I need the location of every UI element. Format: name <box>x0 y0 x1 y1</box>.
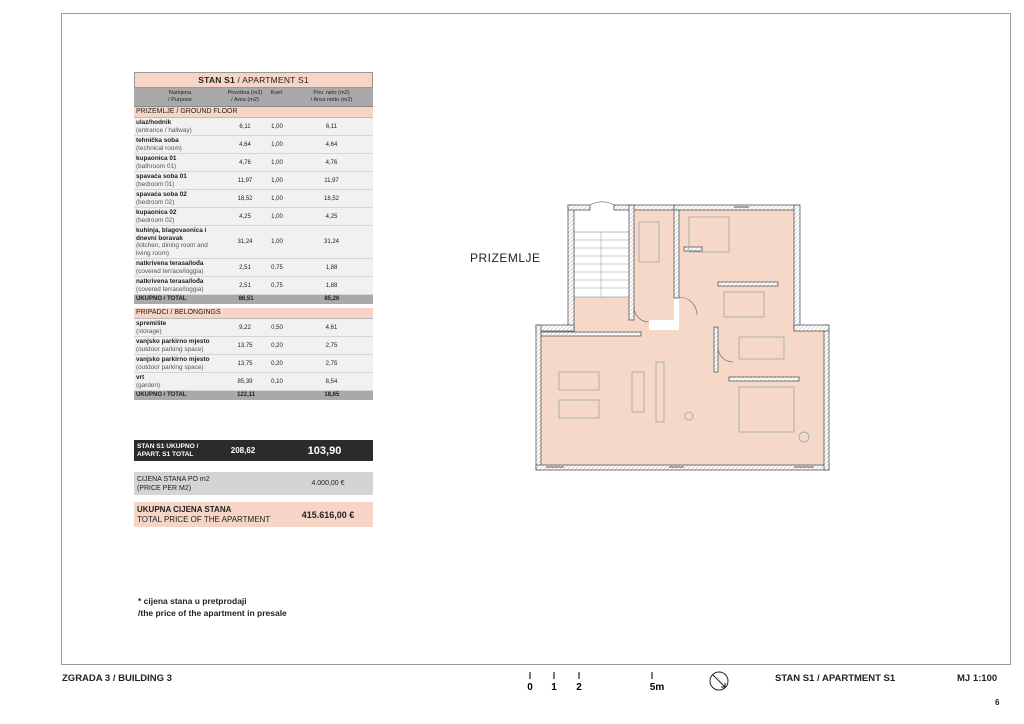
row-koef: 1,00 <box>271 177 283 184</box>
row-neto: 4,25 <box>325 213 338 220</box>
entrance-door <box>590 202 614 205</box>
row-area: 13,75 <box>237 342 253 349</box>
row-koef: 0,10 <box>271 378 283 385</box>
total-neto: 18,65 <box>324 392 340 398</box>
ground-rows <box>134 118 373 295</box>
row-koef: 0,75 <box>271 282 283 289</box>
row-purpose: vanjsko parkirno mjesto (outdoor parking space) <box>136 338 210 353</box>
total-label: UKUPNO / TOTAL <box>136 296 187 302</box>
col-purpose: Namjena / Purpose <box>168 90 192 103</box>
row-area: 2,51 <box>239 282 251 289</box>
apartment-total-bar <box>134 440 373 461</box>
table-row <box>134 154 373 172</box>
row-purpose: kupaonica 02 (bedroom 02) <box>136 209 177 224</box>
row-purpose: spavaća soba 01 (bedroom 01) <box>136 173 187 188</box>
total-price-label-en: TOTAL PRICE OF THE APARTMENT <box>137 514 271 524</box>
table-row <box>134 355 373 373</box>
grand-label-en: APART. S1 TOTAL <box>137 450 194 458</box>
total-label: UKUPNO / TOTAL <box>136 392 187 398</box>
scale-tick-0: 0 <box>527 682 533 693</box>
row-neto: 6,11 <box>325 123 338 130</box>
table-row <box>134 172 373 190</box>
scale-tick-5m: 5m <box>649 682 665 693</box>
grand-neto: 103,90 <box>307 444 342 457</box>
row-koef: 1,00 <box>271 239 283 245</box>
row-purpose: natkrivena terasa/lođa (covered terrace/loggia) <box>136 278 204 293</box>
row-neto: 1,88 <box>325 264 338 271</box>
price-label-en: (PRICE PER M2) <box>137 484 192 492</box>
area-table <box>134 72 373 400</box>
note-line-2: /the price of the apartment in presale <box>138 608 287 618</box>
row-purpose: natkrivena terasa/lođa (covered terrace/loggia) <box>136 260 204 275</box>
row-area: 13,75 <box>237 360 253 367</box>
row-purpose: kuhinja, blagovaonica i dnevni boravak (kitchen, dining room and living room) <box>136 227 208 257</box>
note-line-1: * cijena stana u pretprodaji <box>138 596 247 606</box>
row-purpose: vanjsko parkirno mjesto (outdoor parking space) <box>136 356 210 371</box>
row-neto: 4,64 <box>325 141 338 148</box>
table-row <box>134 277 373 295</box>
row-neto: 2,75 <box>325 360 338 367</box>
floor-label: PRIZEMLJE <box>470 251 541 265</box>
col-koef: Koef. <box>270 90 284 96</box>
price-value: 4.000,00 € <box>311 480 345 487</box>
row-area: 85,39 <box>237 378 253 385</box>
ground-total-row <box>134 295 373 304</box>
col-neto: Pov. neto (m2) / Area netto (m2) <box>310 90 353 103</box>
row-koef: 1,00 <box>271 195 283 202</box>
row-neto: 8,54 <box>325 378 338 385</box>
total-price-value: 415.616,00 € <box>301 509 355 520</box>
north-arrow-icon <box>708 670 730 692</box>
ground-floor-section: PRIZEMLJE / GROUND FLOOR <box>134 107 373 118</box>
staircase <box>574 232 629 297</box>
row-koef: 1,00 <box>271 141 283 148</box>
table-row <box>134 259 373 277</box>
row-neto: 1,88 <box>325 282 338 289</box>
scale-tick-2: 2 <box>576 682 582 693</box>
table-row <box>134 118 373 136</box>
row-purpose: ulaz/hodnik (entrance / hallway) <box>136 119 192 134</box>
row-koef: 0,50 <box>271 324 283 331</box>
belongings-section: PRIPADCI / BELONGINGS <box>134 308 373 319</box>
building-label: ZGRADA 3 / BUILDING 3 <box>62 673 172 684</box>
belong-total-row <box>134 391 373 400</box>
total-area: 122,11 <box>237 392 256 398</box>
row-purpose: spremište (storage) <box>136 320 167 335</box>
row-neto: 4,76 <box>325 159 338 166</box>
price-label: CIJENA STANA PO m2 <box>137 475 210 483</box>
row-purpose: spavaća soba 02 (bedroom 02) <box>136 191 187 206</box>
floor-plan <box>534 187 830 472</box>
row-koef: 0,20 <box>271 360 283 367</box>
table-header <box>134 88 373 107</box>
presale-note <box>138 595 287 619</box>
row-neto: 2,75 <box>325 342 338 349</box>
total-price-label: UKUPNA CIJENA STANA <box>137 504 232 514</box>
scale-tick-1: 1 <box>551 682 557 693</box>
row-purpose: vrt (garden) <box>136 374 161 389</box>
grand-area: 208,62 <box>230 446 256 455</box>
row-area: 4,25 <box>239 213 251 220</box>
grand-label: STAN S1 UKUPNO / <box>137 442 199 450</box>
total-price <box>134 502 373 527</box>
table-row <box>134 319 373 337</box>
table-row <box>134 190 373 208</box>
total-neto: 85,26 <box>324 296 340 302</box>
row-area: 2,51 <box>239 264 251 271</box>
belong-rows <box>134 319 373 391</box>
row-neto: 11,97 <box>324 177 339 184</box>
row-area: 4,64 <box>239 141 251 148</box>
apartment-label: STAN S1 / APARTMENT S1 <box>775 673 896 684</box>
table-row <box>134 226 373 259</box>
page-number: 6 <box>995 698 1000 707</box>
table-row <box>134 136 373 154</box>
row-area: 18,52 <box>237 195 253 202</box>
row-neto: 31,24 <box>323 239 339 245</box>
row-koef: 0,20 <box>271 342 283 349</box>
row-purpose: tehnička soba (technical room) <box>136 137 182 152</box>
col-area: Površina (m2) / Area (m2) <box>227 90 263 103</box>
total-area: 86,51 <box>238 296 254 302</box>
row-koef: 1,00 <box>271 159 283 166</box>
table-row <box>134 337 373 355</box>
row-area: 31,24 <box>237 239 253 245</box>
table-title: STAN S1 / APARTMENT S1 <box>134 72 373 88</box>
scale-label: MJ 1:100 <box>957 673 998 684</box>
scale-bar <box>525 668 675 694</box>
row-koef: 1,00 <box>271 213 283 220</box>
row-area: 9,22 <box>239 324 251 331</box>
row-koef: 1,00 <box>271 123 283 130</box>
row-area: 6,11 <box>239 123 251 130</box>
row-area: 4,76 <box>239 159 251 166</box>
price-per-m2 <box>134 472 373 495</box>
row-koef: 0,75 <box>271 264 283 271</box>
row-area: 11,97 <box>237 177 253 184</box>
row-neto: 4,61 <box>325 324 338 331</box>
row-purpose: kupaonica 01 (bathroom 01) <box>136 155 177 170</box>
table-row <box>134 208 373 226</box>
table-row <box>134 373 373 391</box>
row-neto: 18,52 <box>323 195 339 202</box>
